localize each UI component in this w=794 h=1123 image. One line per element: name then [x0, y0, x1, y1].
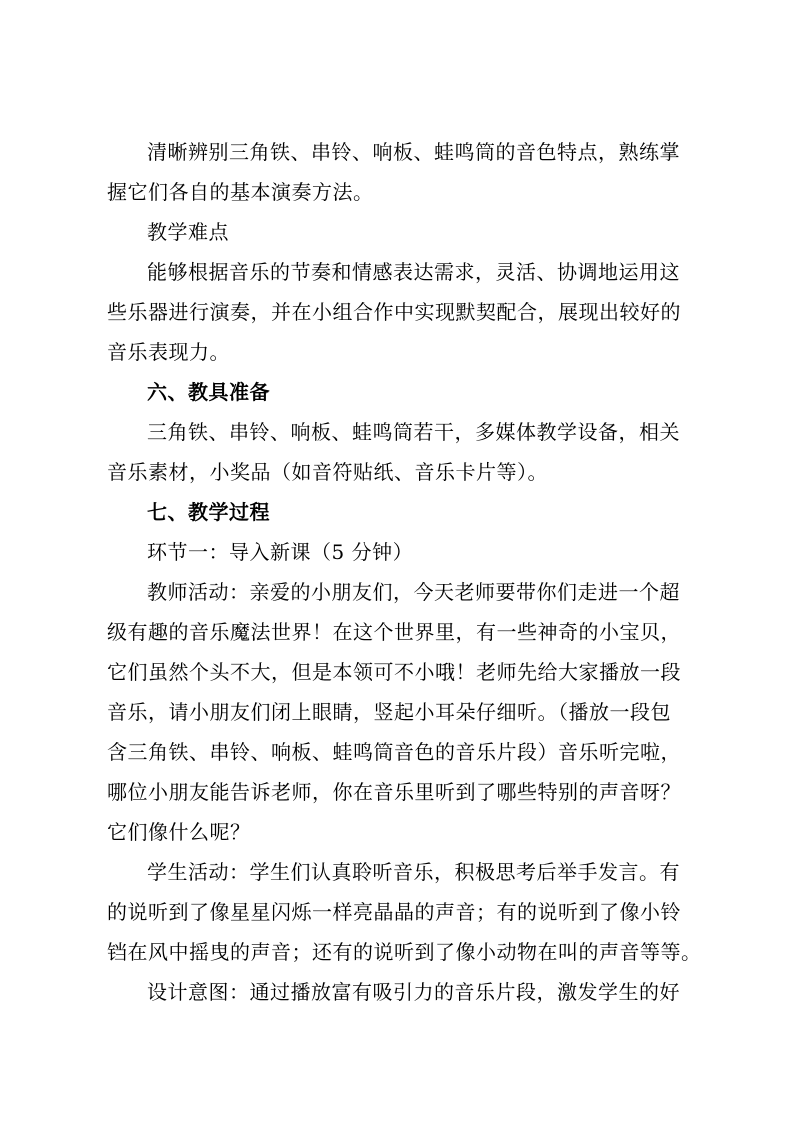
- text-line: 音乐表现力。: [107, 340, 230, 364]
- text-line: 能够根据音乐的节奏和情感表达需求，灵活、协调地运用这: [147, 260, 680, 284]
- text-line: 环节一：导入新课（5 分钟）: [147, 540, 414, 564]
- text-line: 它们虽然个头不大，但是本领可不小哦！老师先给大家播放一段: [107, 660, 681, 684]
- text-line: 音乐素材，小奖品（如音符贴纸、音乐卡片等）。: [107, 460, 548, 484]
- text-line: 教学难点: [147, 220, 229, 244]
- text-line: 三角铁、串铃、响板、蛙鸣筒若干，多媒体教学设备，相关: [147, 420, 680, 444]
- text-line: 设计意图：通过播放富有吸引力的音乐片段，激发学生的好: [147, 980, 680, 1004]
- text-line: 清晰辨别三角铁、串铃、响板、蛙鸣筒的音色特点，熟练掌: [147, 140, 680, 164]
- text-line: 级有趣的音乐魔法世界！在这个世界里，有一些神奇的小宝贝，: [107, 620, 681, 644]
- text-line: 铛在风中摇曳的声音；还有的说听到了像小动物在叫的声音等等。: [107, 940, 702, 964]
- text-line: 教师活动：亲爱的小朋友们，今天老师要带你们走进一个超: [147, 580, 680, 604]
- text-line: 握它们各自的基本演奏方法。: [107, 180, 374, 204]
- text-line: 音乐，请小朋友们闭上眼睛，竖起小耳朵仔细听。（播放一段包: [107, 700, 671, 724]
- text-line: 它们像什么呢？: [107, 820, 251, 844]
- section-heading: 七、教学过程: [147, 500, 270, 524]
- text-line: 学生活动：学生们认真聆听音乐，积极思考后举手发言。有: [147, 860, 680, 884]
- text-line: 含三角铁、串铃、响板、蛙鸣筒音色的音乐片段）音乐听完啦，: [107, 740, 681, 764]
- section-heading: 六、教具准备: [147, 380, 270, 404]
- text-line: 些乐器进行演奏，并在小组合作中实现默契配合，展现出较好的: [107, 300, 681, 324]
- text-line: 哪位小朋友能告诉老师，你在音乐里听到了哪些特别的声音呀？: [107, 780, 681, 804]
- text-line: 的说听到了像星星闪烁一样亮晶晶的声音；有的说听到了像小铃: [107, 900, 681, 924]
